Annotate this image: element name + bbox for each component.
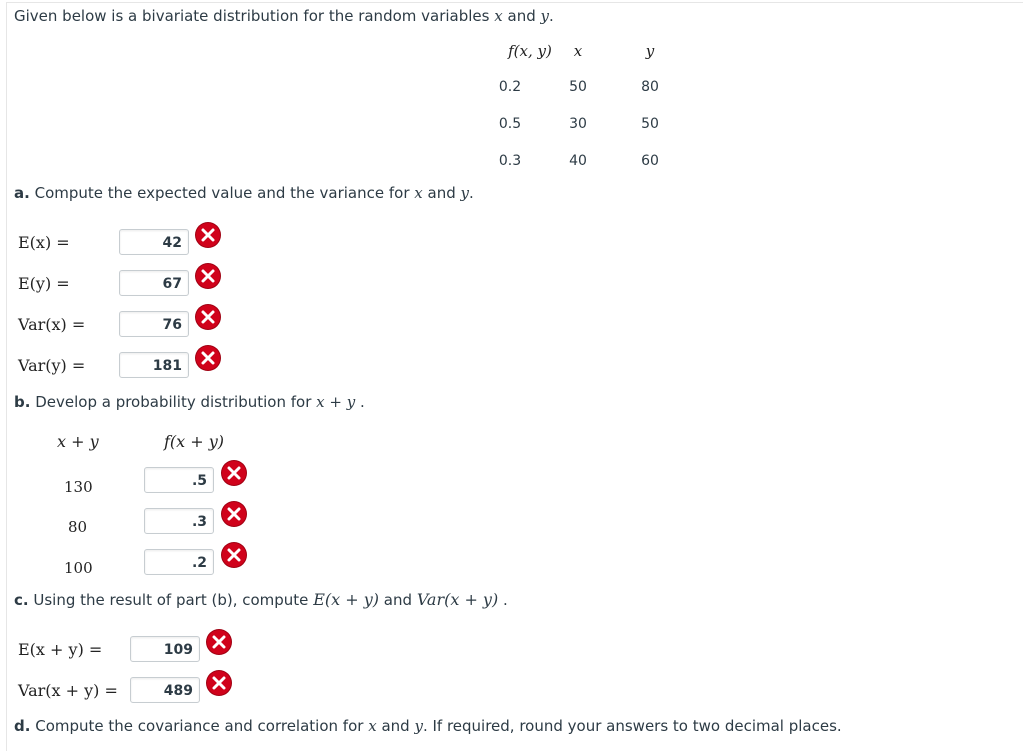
part-c-expr-e: E(x + y) (313, 590, 380, 609)
prob-input[interactable]: .2 (144, 549, 214, 575)
intro-text (14, 7, 554, 25)
sum-value: 80 (68, 518, 88, 536)
ey-label: E(y) = (18, 274, 70, 293)
part-b-end: . (359, 393, 365, 411)
part-a-text: Compute the expected value and the variance for (34, 184, 410, 202)
table-cell: 0.2 (498, 79, 522, 95)
intro-var-y: y (540, 7, 550, 25)
table-cell: 30 (569, 116, 587, 132)
ex-input[interactable]: 42 (119, 229, 189, 255)
table-cell: 0.3 (498, 153, 522, 169)
part-b-text: Develop a probability distribution for (35, 393, 312, 411)
prob-input[interactable]: .5 (144, 467, 214, 493)
part-c-expr-var: Var(x + y) (416, 590, 499, 609)
varx-input[interactable]: 76 (119, 311, 189, 337)
intro-before: Given below is a bivariate distribution for the random variables (14, 7, 490, 25)
part-b-letter: b. (14, 393, 31, 411)
part-a-and: and (427, 184, 456, 202)
incorrect-x-icon (196, 223, 220, 247)
table-cell: 80 (641, 79, 659, 95)
exy-input[interactable]: 109 (130, 636, 200, 662)
table-header-fxy: f(x, y) (508, 42, 552, 60)
sum-column-header: x + y (57, 432, 99, 451)
intro-and: and (507, 7, 536, 25)
prob-column-header: f(x + y) (164, 432, 225, 451)
part-a-var-x: x (414, 184, 423, 202)
part-c-end: . (503, 591, 508, 609)
exy-label: E(x + y) = (18, 640, 103, 659)
incorrect-x-icon (196, 305, 220, 329)
part-a-var-y: y (460, 184, 470, 202)
incorrect-x-icon (207, 630, 231, 654)
part-c-prompt (14, 590, 508, 609)
part-d-and: and (381, 717, 410, 735)
table-cell: 0.5 (498, 116, 522, 132)
part-c-and: and (383, 591, 413, 609)
incorrect-x-icon (222, 543, 246, 567)
ey-input[interactable]: 67 (119, 270, 189, 296)
intro-end: . (549, 7, 554, 25)
incorrect-x-icon (207, 671, 231, 695)
varx-label: Var(x) = (18, 315, 86, 334)
part-d-prompt (14, 717, 842, 735)
part-d-var-x: x (368, 717, 377, 735)
table-header-x: x (573, 42, 583, 60)
table-header-y: y (645, 42, 655, 60)
part-c-text: Using the result of part (b), compute (33, 591, 309, 609)
part-b-prompt (14, 393, 365, 411)
part-b-expr: x + y (316, 393, 356, 411)
sum-value: 130 (64, 478, 93, 496)
incorrect-x-icon (196, 346, 220, 370)
part-a-end: . (469, 184, 474, 202)
varxy-label: Var(x + y) = (18, 681, 118, 700)
vary-input[interactable]: 181 (119, 352, 189, 378)
table-cell: 50 (569, 79, 587, 95)
intro-var-x: x (494, 7, 503, 25)
table-cell: 60 (641, 153, 659, 169)
varxy-input[interactable]: 489 (130, 677, 200, 703)
part-d-letter: d. (14, 717, 31, 735)
incorrect-x-icon (222, 502, 246, 526)
sum-value: 100 (64, 559, 93, 577)
part-a-prompt (14, 184, 474, 202)
table-cell: 40 (569, 153, 587, 169)
ex-label: E(x) = (18, 233, 70, 252)
table-cell: 50 (641, 116, 659, 132)
part-c-letter: c. (14, 591, 29, 609)
part-d-text: Compute the covariance and correlation for (35, 717, 364, 735)
part-a-letter: a. (14, 184, 30, 202)
part-d-text-end: . If required, round your answers to two decimal places. (422, 717, 842, 735)
incorrect-x-icon (222, 461, 246, 485)
prob-input[interactable]: .3 (144, 508, 214, 534)
vary-label: Var(y) = (18, 356, 86, 375)
incorrect-x-icon (196, 264, 220, 288)
part-d-var-y: y (414, 717, 423, 735)
